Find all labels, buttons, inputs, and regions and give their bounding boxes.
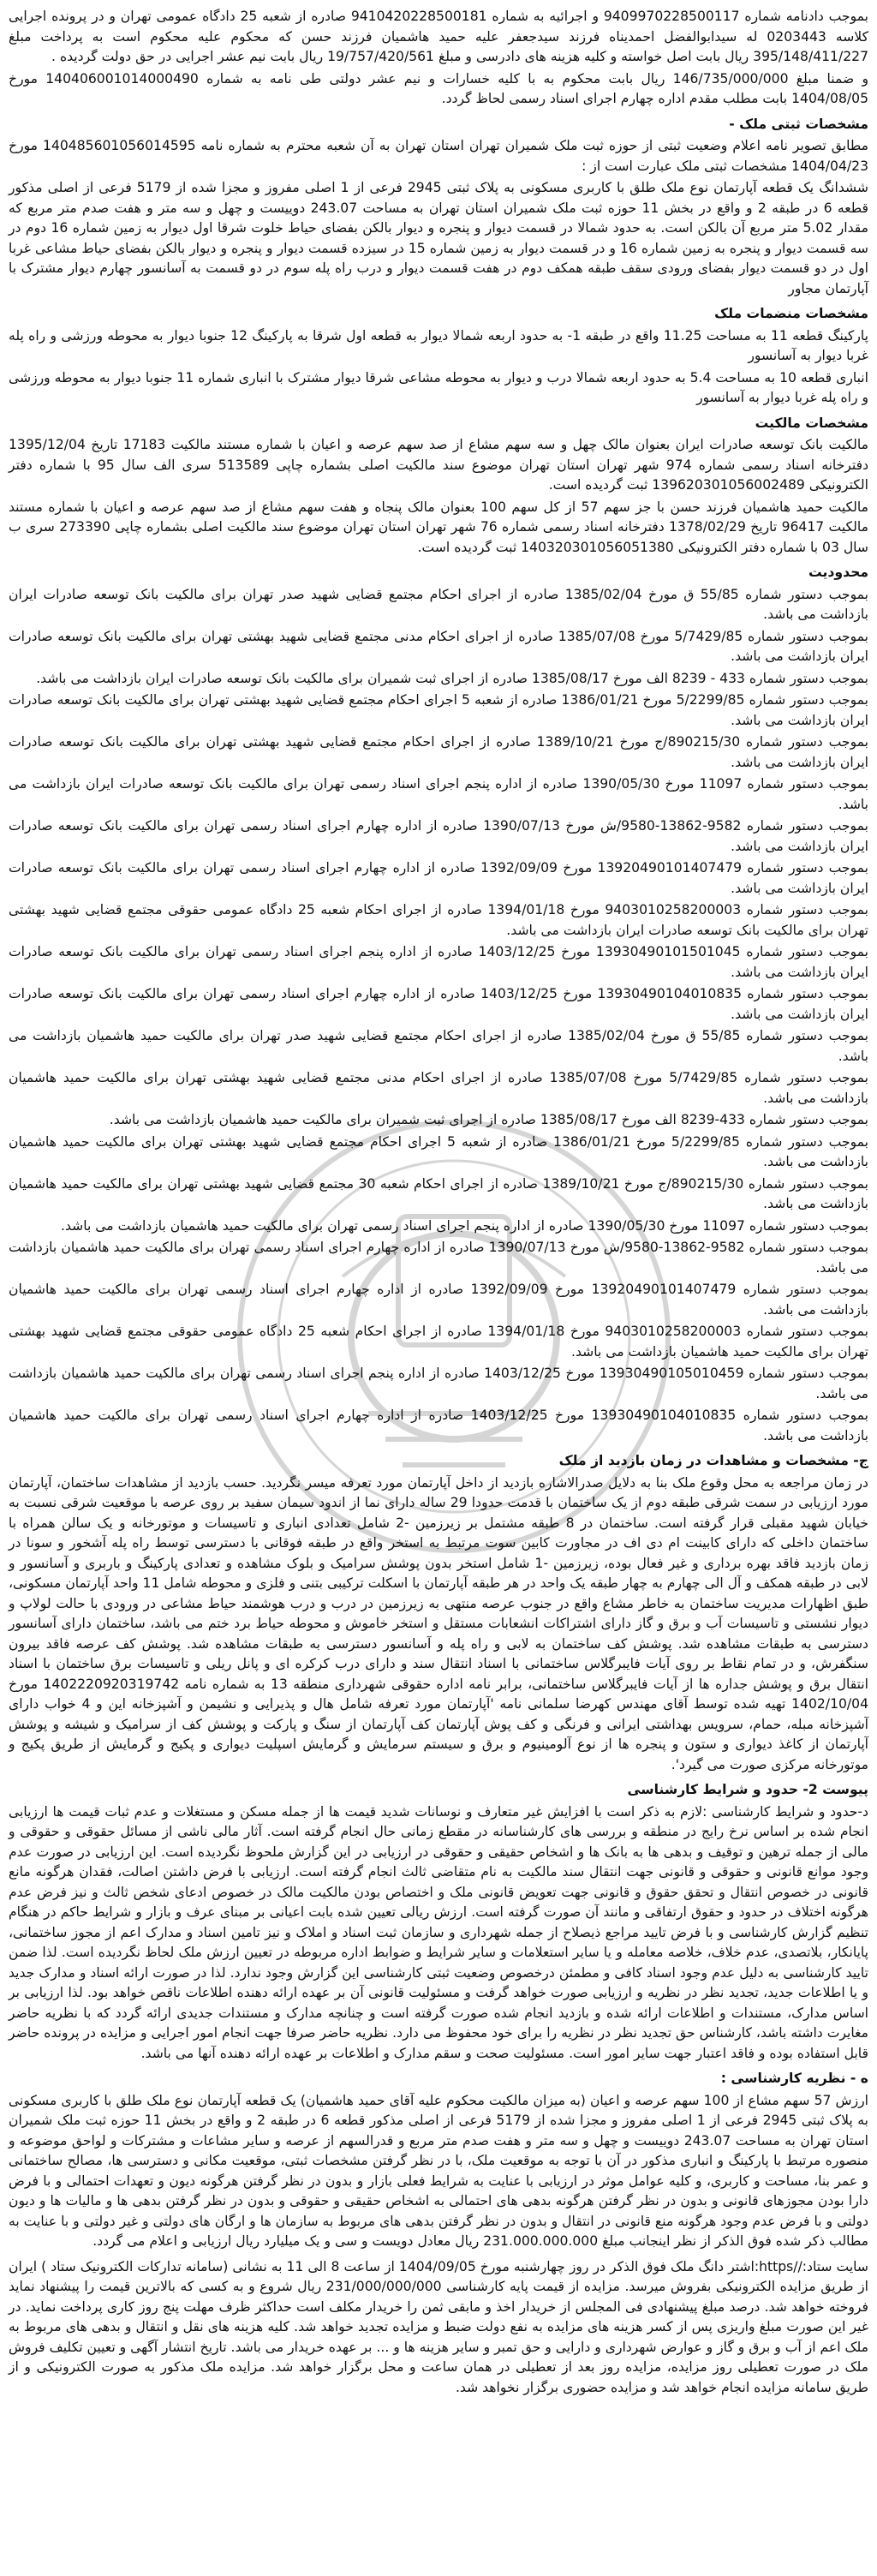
section-paragraph: بموجب دستور شماره 11097 مورخ 1390/05/30 صادره از اداره پنجم اجرای اسناد رسمی تهران برای مالکیت حمید هاشمیان بازداشت می باشد. — [61, 1217, 868, 1234]
section-paragraph: بموجب دستور شماره 9582-13862-9580/ش مورخ 1390/07/13 صادره از اداره چهارم اجرای اسناد رسمی تهران برای مالکیت بانک توسعه صادرات ایران بازداشت می باشد. — [9, 818, 868, 854]
intro-block — [9, 7, 868, 110]
section-paragraph: بموجب دستور شماره 55/85 ق مورخ 1385/02/04 صادره از اجرای احکام مجتمع قضایی شهید صدر تهران برای مالکیت بانک توسعه صادرات ایران بازداشت می باشد. — [9, 586, 868, 622]
section-paragraph: بموجب دستور شماره 13930490105010459 مورخ 1403/12/25 صادره از اداره پنجم اجرای اسناد رسمی تهران برای مالکیت حمید هاشمیان بازداشت می باشد. — [9, 1366, 868, 1402]
section-paragraph: سایت ستاد://https:اشتر دانگ ملک فوق الذکر در روز چهارشنبه مورخ 1404/09/05 از ساعت 8 الی 11 به نشانی (سامانه تدارکات الکترونیک ستاد ) ایران از طریق مزایده الکترونیکی بفروش میرسد. مزایده از قیمت پایه کارشناسی 231/000/000/000 ریال شروع و به کسی که بالاترین قیمت را پیشنهاد نماید فروخته خواهد شد. درصد مبلغ پیشنهادی فی المجلس از خریدار اخذ و مابقی ثمن را خریدار مکلف است حداکثر ظرف مهلت پنج روز کاری پرداخت نماید. در غیر این صورت مبلغ واریزی پس از کسر هزینه های مزایده به نفع دولت ضبط و مزایده تجدید خواهد شد. کلیه هزینه های نقل و انتقال و بدهی های مربوط به ملک اعم از آب و برق و گاز و عوارض شهرداری و دارایی و حق تمبر و سایر هزینه ها و ... بر عهده خریدار می باشد. تاریخ انتشار آگهی و تعیین تکلیف فروش ملک در صورت تعطیلی روز مزایده، مزایده روز بعد از تعطیلی در همان ساعت و محل برگزار خواهد شد. مزایده ملک مذکور به صورت الکترونیکی و از طریق سامانه مزایده انجام خواهد شد و مزایده حضوری برگزار نخواهد شد. — [9, 2258, 868, 2395]
section-paragraph: بموجب دستور شماره 433 - 8239 الف مورخ 1385/08/17 صادره از اجرای ثبت شمیران برای مالکیت بانک توسعه صادرات ایران بازداشت می باشد. — [36, 670, 868, 686]
section-1 — [9, 115, 868, 300]
section-paragraph: د-حدود و شرایط کارشناسی :لازم به ذکر است با افزایش غیر متعارف و نوسانات شدید قیمت ها از جمله مسکن و مستغلات و عدم ثبات قیمت ها ارزیابی انجام شده بر اساس نرخ رایج در منطقه و بررسی های کارشناسانه در مقطع زمانی حال انجام گرفته است. آثار مالی ناشی از مسائل حقوقی و حقوقی و مالی از جمله ترهین و توقیف و بدهی ها به بانک ها و اشخاص حقیقی و حقوقی در ارزیابی در این گزارش ملحوظ نگردیده است. این ارزیابی در صورت عدم وجود موانع قانونی و حقوقی و قانونی جهت انتقال سند مالکیت به نام متقاضی ثالث انجام گرفته است. ارزیابی با فرض داشتن اصالت، فقدان هرگونه مانع قانونی در خصوص انتقال و تحقق حقوق و قانونی جهت تعویض قانونی ملک و اختصاص بودن مالکیت مالک در خصوص ادعای شخص ثالث و نیز فرض عدم هرگونه اختلاف در حدود و حقوق ارتفاقی و مانند آن صورت گرفته است. ارزش ریالی تعیین شده بابت اعیانی بر مبنای عرف و بازار و شرایط حاکم در هنگام تنظیم گزارش کارشناسی و با فرض تایید مراجع ذیصلاح از جمله شهرداری و سازمان ثبت اسناد و املاک و نیز تامین اسناد و مدارک اعم از مجوز ساختمانی، پایانکار، بلاتصدی، عدم خلاف، خلاصه معامله و یا سایر استعلامات و سایر شرایط و ضوابط اداره مربوطه در تعیین ارزش ملک لحاظ نگردیده است. لذا ضمن تایید کارشناسی به دلیل عدم وجود اسناد کافی و مطمئن درخصوص وضعیت ثبتی کارشناسی این گزارش وجود ندارد. لذا در صورت ارائه اسناد و مدارک جدید و یا اطلاعات جدید، تجدید نظر در نظریه و ارزیابی صورت خواهد گرفت و مسئولیت قانونی آن بر عهده ارائه دهنده اطلاعات ناقص خواهد بود. لذا ارزیابی بر اساس مدارک، مستندات و اطلاعات ارائه شده و بازدید انجام شده صورت گرفته است و چنانچه مدارک و مستندات جدیدی ارائه گردد که با نظریه حاضر مغایرت داشته باشد، کارشناس حق تجدید نظر در نظریه را برای خود محفوظ می دارد. نظریه حاضر صرفا جهت انجام امور اجرایی و مزایده در پرونده حاضر قابل استفاده بوده و فاقد اعتبار جهت سایر امور است. مسئولیت صحت و سقم مدارک و اطلاعات بر عهده ارائه دهنده آنها می باشد. — [9, 1803, 868, 2061]
section-paragraph: ششدانگ یک قطعه آپارتمان نوع ملک طلق با کاربری مسکونی به پلاک ثبتی 2945 فرعی از 1 اصلی مفروز و مجزا شده از 5179 فرعی از اصلی مذکور قطعه 6 در طبقه 2 و واقع در بخش 11 حوزه ثبت ملک شمیران استان تهران به مساحت 243.07 دوییست و چهل و سه متر و هفت صدم متر مربع که مقدار 5.02 متر مربع آن بالکن است. به حدود شمالا در قسمت دیوار و پنجره و دیوار بالکن بفضای حیاط خلوت شرقا اول دیوار به زمین شماره 16 دوم در سه قسمت دیوار و پنجره به زمین شماره 16 و در قسمت دیوار به زمین شماره 15 در سیزده قسمت دیوار و پنجره و دیوار بالکن بفضای حیاط مشاعی غربا اول در دو قسمت دیوار بفضای ورودی سقف طبقه همکف دوم در هفت قسمت دیوار و درب راه پله سوم در دو قسمت به آسانسور چهارم دیوار مشترک با آپارتمان مجاور — [9, 180, 868, 296]
section-heading: ه - نظریه کارشناسی : — [720, 2071, 868, 2086]
section-paragraph: بموجب دستور شماره 9582-13862-9580/ش مورخ 1390/07/13 صادره از اداره چهارم اجرای اسناد رسمی تهران برای مالکیت حمید هاشمیان بازداشت می باشد. — [9, 1240, 868, 1276]
section-paragraph: بموجب دستور شماره 13920490101407479 مورخ 1392/09/09 صادره از اداره چهارم اجرای اسناد رسمی تهران برای مالکیت حمید هاشمیان بازداشت می باشد. — [9, 1282, 869, 1318]
section-paragraph: بموجب دستور شماره 9403010258200003 مورخ 1394/01/18 صادره از اجرای احکام شعبه 25 دادگاه عمومی حقوقی مجتمع قضایی شهید بهشتی تهران برای مالکیت حمید هاشمیان بازداشت می باشد. — [9, 1324, 868, 1360]
section-heading: محدودیت — [808, 565, 868, 580]
section-2 — [9, 304, 868, 409]
section-paragraph: در زمان مراجعه به محل وقوع ملک بنا به دلایل صدرالاشاره بازدید از داخل آپارتمان مورد تعرفه میسر نگردید. حسب بازدید از مشاهدات ساختمان، آپارتمان مورد ارزیابی در سمت شرقی طبقه دوم از یک ساختمان با قدمت حدودا 29 ساله دارای نما از اندود سیمان سفید بر روی عرصه با موقعیت شرقی نسبت به خیابان شهید مقبلی قرار گرفته است. ساختمان در 8 طبقه مشتمل بر زیرزمین -2 شامل تعدادی انباری و تاسیسات و موتورخانه و یک سالن همراه با ساختمان داخلی که دارای کابینت ام دی اف در مجاورت کابین سوت مرتبط به استخر واقع در طبقه فوقانی با دسترسی توسط راه پله آشخور و سونا در زمان بازدید فاقد بهره برداری و غیر فعال بوده، زیرزمین -1 شامل استخر بدون پوشش سرامیک و بلوک مشاهده و تعدادی پارکینگ و باربری و آسانسور و لابی در طبقه همکف و آل الی چهارم به چهار طبقه یک واحد در هر طبقه آپارتمان با اسکلت ترکیبی بتنی و فلزی و محوطه شامل 11 واحد آپارتمان مسکونی، طبق اظهارات مدیریت ساختمان به خاطر مشاع واقع در جنوب عرصه منتهی به زیرزمین در درب و درب هوشمند حیاط مشاعی در ورودی با حالت لولاپ و دیوار نشستی و تاسیسات آب و برق و گاز دارای اشتراکات انشعابات مستقل و استخر خاموش و محوطه حیاط برد ختم می باشد، ساختمان دارای آسانسور دسترسی به طبقات مشاهده شد. پوشش کف ساختمان به لابی و راه پله و آسانسور دسترسی به طبقات مشاهده شد. پوشش کف عرصه فاقد بیرون سنگفرش، و در تمام نقاط بر روی آیات فایبرگلاس ساختمانی با اسناد انتقال سند و دارای درب کرکره ای و پانل ریلی و تاسیسات برق ساختمان با اسناد انتقال برق و پوشش جداره ها از آیات فایبرگلاس ساختمانی، برابر نامه اداره حقوقی شهرداری منطقه 13 به شماره نامه 1402220920319742 مورخ 1402/10/04 تهیه شده توسط آقای مهندس کهرضا سلمانی نامه 'آپارتمان مورد تعرفه شامل هال و پذیرایی و نشیمن و آشپزخانه این و 4 خواب دارای آشپزخانه مبله، حمام، سرویس بهداشتی ایرانی و فرنگی و کف پوش آپارتمان کف آپارتمان از سنگ و پارکت و پوشش کف از سرامیک و شیشه و پوشش آپارتمان از کاغذ دیواری و ستون و پنجره ها از نوع آلومینیوم و برق و سیستم سرمایش و گرمایش اسپلیت دیواری و پکیج و گرمایش از طریق پکیج و موتورخانه مرکزی صورت می گیرد'. — [9, 1474, 869, 1772]
section-heading: مشخصات منضمات ملک — [714, 306, 868, 321]
section-paragraph: بموجب دستور شماره 13930490101501045 مورخ 1403/12/25 صادره از اداره پنجم اجرای اسناد رسمی تهران برای مالکیت بانک توسعه صادرات ایران بازداشت می باشد. — [9, 944, 868, 980]
intro-paragraph: بموجب دادنامه شماره 9409970228500117 و اجرائیه به شماره 9410420228500181 صادره از شعبه 25 دادگاه عمومی تهران و در پرونده اجرایی کلاسه 0203443 له سیدابوالفضل احمدیناه فرزند سیدجعفر علیه حمید هاشمیان فرزند حسن که محکوم علیه محکوم است به پرداخت مبلغ 395/148/411/227 ریال بابت اصل خواسته و کلیه هزینه های دادرسی و مبلغ 19/757/420/561 ریال بابت نیم عشر اجرایی در حق دولت گردیده . — [9, 9, 868, 64]
section-paragraph: انباری قطعه 10 به مساحت 5.4 به حدود اربعه شمالا درب و دیوار به محوطه مشاعی شرقا دیوار مشترک با انباری شماره 11 جنوبا دیوار به محوطه ورزشی و راه پله غربا دیوار به آسانسور — [9, 369, 868, 405]
section-paragraph: بموجب دستور شماره 13930490104010835 مورخ 1403/12/25 صادره از اداره چهارم اجرای اسناد رسمی تهران برای مالکیت حمید هاشمیان بازداشت می باشد. — [9, 1408, 869, 1443]
section-heading: پیوست 2- حدود و شرایط کارشناسی — [627, 1782, 868, 1797]
section-6 — [9, 1780, 868, 2064]
section-paragraph: بموجب دستور شماره 5/7429/85 مورخ 1385/07/08 صادره از اجرای احکام مدنی مجتمع قضایی شهید بهشتی تهران برای مالکیت بانک توسعه صادرات ایران بازداشت می باشد. — [9, 628, 868, 664]
section-heading: مشخصات مالکیت — [755, 415, 868, 431]
section-4 — [9, 563, 868, 1446]
section-paragraph: بموجب دستور شماره 5/2299/85 مورخ 1386/01/21 صادره از شعبه 5 اجرای احکام مجتمع قضایی شهید بهشتی تهران برای مالکیت حمید هاشمیان بازداشت می باشد. — [9, 1133, 869, 1169]
section-7 — [9, 2069, 868, 2252]
section-paragraph: بموجب دستور شماره 13930490104010835 مورخ 1403/12/25 صادره از اداره چهارم اجرای اسناد رسمی تهران برای مالکیت بانک توسعه صادرات ایران بازداشت می باشد. — [9, 986, 868, 1022]
section-paragraph: بموجب دستور شماره 5/7429/85 مورخ 1385/07/08 صادره از اجرای احکام مدنی مجتمع قضایی شهید بهشتی تهران برای مالکیت حمید هاشمیان بازداشت می باشد. — [9, 1070, 868, 1106]
section-paragraph: بموجب دستور شماره 890215/30/ج مورخ 1389/10/21 صادره از اجرای احکام مجتمع قضایی شهید بهشتی تهران برای مالکیت بانک توسعه صادرات ایران بازداشت می باشد. — [9, 734, 868, 770]
section-paragraph: بموجب دستور شماره 11097 مورخ 1390/05/30 صادره از اداره پنجم اجرای اسناد رسمی تهران برای مالکیت بانک توسعه صادرات ایران بازداشت می باشد. — [9, 776, 868, 812]
section-paragraph: مالکیت بانک توسعه صادرات ایران بعنوان مالک چهل و سه سهم مشاع از صد سهم عرصه و اعیان با شماره مستند مالکیت 17183 تاریخ 1395/12/04 دفترخانه اسناد رسمی شماره 974 شهر تهران استان تهران موضوع سند مالکیت اصلی بشماره چاپی 513589 سری الف سال 95 با شماره دفتر الکترونیکی 139620301056002489 ثبت گردیده است. — [9, 437, 869, 493]
section-paragraph: بموجب دستور شماره 13920490101407479 مورخ 1392/09/09 صادره از اداره چهارم اجرای اسناد رسمی تهران برای مالکیت بانک توسعه صادرات ایران بازداشت می باشد. — [9, 860, 868, 896]
section-heading: ج- مشخصات و مشاهدات در زمان بازدید از ملک — [558, 1453, 868, 1468]
section-8 — [9, 2257, 868, 2399]
intro-paragraph: و ضمنا مبلغ 146/735/000/000 ریال بابت محکوم به با کلیه خسارات و نیم عشر دولتی طی نامه به شماره 140406001014000490 مورخ 1404/08/05 بابت مطلب مقدم اداره چهارم اجرای اسناد رسمی لحاظ گردد. — [9, 70, 869, 106]
section-paragraph: پارکینگ قطعه 11 به مساحت 11.25 واقع در طبقه 1- به حدود اربعه شمالا دیوار به قطعه اول شرقا به پارکینگ 12 جنوبا دیوار به محوطه ورزشی و راه پله غربا دیوار به آسانسور — [9, 327, 868, 363]
section-paragraph: بموجب دستور شماره 5/2299/85 مورخ 1386/01/21 صادره از شعبه 5 اجرای احکام مجتمع قضایی شهید بهشتی تهران برای مالکیت بانک توسعه صادرات ایران بازداشت می باشد. — [9, 692, 868, 728]
section-heading: مشخصات ثبتی ملک - — [729, 116, 868, 132]
section-paragraph: مالکیت حمید هاشمیان فرزند حسن با جز سهم 57 از کل سهم 100 بعنوان مالک پنجاه و هفت سهم مشاع از صد سهم عرصه و اعیان با شماره مستند مالکیت 96417 تاریخ 1378/02/29 دفترخانه اسناد رسمی شماره 76 شهر تهران استان تهران موضوع سند مالکیت اصلی بشماره چاپی 273390 سری ب سال 03 با شماره دفتر الکترونیکی 140320301056051380 ثبت گردیده است. — [9, 499, 868, 555]
section-paragraph: بموجب دستور شماره 890215/30/ج مورخ 1389/10/21 صادره از اجرای احکام شعبه 30 مجتمع قضایی شهید بهشتی تهران برای مالکیت حمید هاشمیان بازداشت می باشد. — [9, 1175, 868, 1211]
section-paragraph: بموجب دستور شماره 433-8239 الف مورخ 1385/08/17 صادره از اجرای ثبت شمیران برای مالکیت حمید هاشمیان بازداشت می باشد. — [109, 1112, 868, 1127]
section-3 — [9, 414, 868, 559]
section-paragraph: بموجب دستور شماره 55/85 ق مورخ 1385/02/04 صادره از اجرای احکام مجتمع قضایی شهید صدر تهران برای مالکیت حمید هاشمیان بازداشت می باشد. — [9, 1028, 868, 1064]
section-paragraph: ارزش 57 سهم مشاع از 100 سهم عرصه و اعیان (به میزان مالکیت محکوم علیه آقای حمید هاشمیان) یک قطعه آپارتمان نوع ملک طلق با کاربری مسکونی به پلاک ثبتی 2945 فرعی از 1 اصلی مفروز و مجزا شده از 5179 فرعی از اصلی مذکور قطعه 6 در طبقه 2 و واقع در بخش 11 حوزه ثبت ملک شمیران استان تهران به مساحت 243.07 دوییست و چهل و سه متر و هفت صدم متر مربع و قدرالسهم از عرصه و سایر مشاعات و مشترکات و لواحق موضوعه و منصوره مرتبط با پارکینگ و انباری مذکور در آن با توجه به موقعیت ملک، با در نظر گرفتن مشخصات ثبتی، موقعیت مکانی و دسترسی ها، مصالح ساختمانی و عمر بنا، مساحت و کاربری، و کلیه عوامل موثر در ارزیابی با عنایت به شرایط فعلی بازار و بدون در نظر گرفتن هرگونه دیون و تعهدات احتمالی و با فرض دارا بودن مجوزهای قانونی و بدون در نظر گرفتن هرگونه بدهی های احتمالی به اشخاص حقیقی و حقوقی و بدون در نظر گرفتن بدهی ها و مالیات ها و دیون دولتی و با فرض عدم وجود هرگونه منع قانونی در انتقال و بدون در نظر گرفتن بدهی های مربوط به سازمان ها و ارگان های دولتی و غیر دولتی و با عنایت به مطالب ذکر شده فوق الذکر از نظر اینجانب مبلغ 231.000.000.000 ریال معادل دویست و سی و یک میلیارد ریال ارزیابی و اعلام می گردد. — [9, 2092, 869, 2249]
section-5 — [9, 1451, 868, 1775]
section-paragraph: بموجب دستور شماره 9403010258200003 مورخ 1394/01/18 صادره از اجرای احکام شعبه 25 دادگاه عمومی حقوقی مجتمع قضایی شهید بهشتی تهران برای مالکیت بانک توسعه صادرات ایران بازداشت می باشد. — [9, 902, 868, 938]
section-paragraph: مطابق تصویر نامه اعلام وضعیت ثبتی از حوزه ثبت ملک شمیران تهران استان تهران به آن شعبه محترم به شماره نامه 140485601056014595 مورخ 1404/04/23 مشخصات ثبتی ملک عبارت است از : — [9, 138, 868, 174]
